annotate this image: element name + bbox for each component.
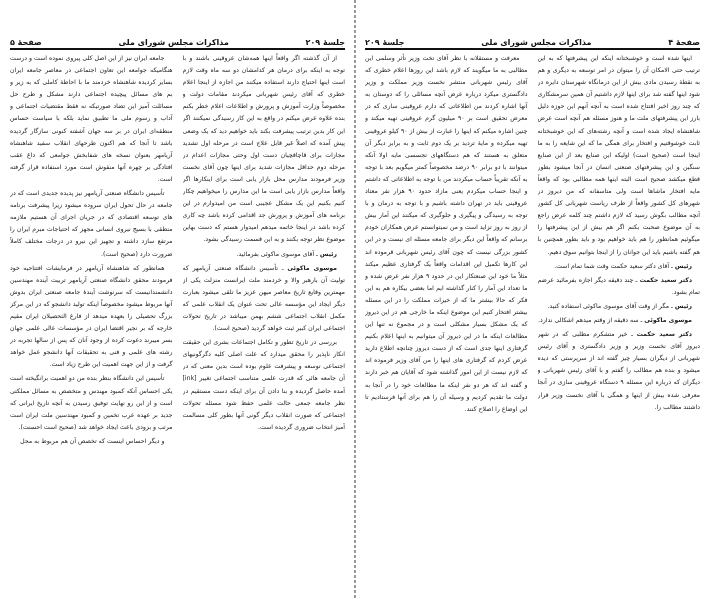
paragraph: تأسیس این دانشگاه بنظر بنده من دو اهمیت برانگیخته است یکی احساس آنکه کمبود مهندس و متخصص به مسائل مملکتی است و از این رو نهایت توفیق رسیدن به آنچه تاریخ ایرانی که جدید بر عهده عرب تخمین و کمبود مهندسین ملت ایران است مرتب و بزودی باعث ایجاد خواهد شد (صحیح است احسنت). — [10, 375, 173, 431]
right-page-session: جلسهٔ ۲۰۹ — [365, 38, 405, 47]
speaker-paragraph: رئیس ـ مگر از وقت آقای موسوی ماکوئی استفاده کنید. — [547, 302, 692, 310]
paragraph: معرفت و مستقلانه با نظر آقای تخت وزیر تأثر وسلمی این مطالبی به ما میگویند که لازم باشد این روزها اعلام خطری که آقای رئیس شهربانی منتشر نخست وزیر مملکت و وزیر دادگستری میکرد درباره عرض آنچه مسائلی را که دوستان به آنها اشاره کردند من اطلاعاتی که دارم عروقینی ساری که در معرض تحقیق است بر ۹۰ میلیون گرم عروقینی تهیه میکند و چنین اشاره میکنم که اینها را عبارت از بیش از ۹۰ کیلو عروقینی تهیه میکرده و مایهٔ تردید بر یک دوم ثابت و به برابر دیگر آن متعلق به هستند که هم دستگاههای تجسسی مایه اولا آنکه میتوانند با دو برابر ۹۰ درصد مخصوصاً کمتر میگویم بعد با توجه به آنکه تقریباً حساب میکردند من با توجه به اطلاعاتی که داشتم و اینجا حساب میکردم یعنی مازاد حدود ۹۰ هزار نفر معتاد عروقینی باید در تهران داشته باشیم و با توجه به درمان و با توجه به رسیدگی و پیگیری و جلوگیری که میکنند این آمار بیش از روز به روز تزاید است و من نمیتوانستم عرض همکاران خودم برسانم که واقعاً این دیگر برای جامعه مسئله ای نیست و در این کشور بزرگی نیست که چون آقای رئیس شهربانی قرموده اند این کارها تکمیل این اقدامات واقعاً یک گرفتاری عظیم میکند مثلاً ما خود این صنعتکار این در حدود ۹ هزار نفر عرض شده و ما تعداد این آمار را کنار گذاشته ایم اما بعضی بیکاره هم به این فکر که حالا بیشتر ما که از خیرات مملکت را در این مسئله بیشتر افتخار کنیم این موضوع اینکه ما خارجی هم در این دیروز که یک مشکل بسیار مشکلی است و در مجموع نه تنها این مطالعات اینکه ما در این دیروز آن میتوانیم به اینها اعلام بکنیم گرفتاری اینها جدی است که از دست دیروز چنانچه اطلاع دارید عرض کردم که گرفتاری های اینها را من آقای وزیر فرموده اند که لازم نیست از این امور گذاشته شود که آقایان هم خبر دارند و گفته اند که هر دو نفر اینکه ما مطالعات خود را در آنجا به دولت ما تقدیم کردیم و وسیله آن را هم برای آنها فرستادیم تا این اوضاع را اصلاح کنند. — [365, 55, 528, 413]
speaker-name: رئیس — [674, 262, 692, 270]
left-page-session: جلسهٔ ۲۰۹ — [305, 38, 345, 47]
speech-text: تأسیس دانشگاه صنعتی آریامهر که تولیت آن بارهبر والا و خردمند ملت ایرانست منزلت یکی از مهمترین وقایع تاریخ معاصر میهن عزیز ما تلقی میشود بعبارت دیگر ایجاد این مؤسسه عالی تحت عنوان یک انقلاب علمی که مکمل انقلاب اجتماعی ششم بهمن میباشد در تاریخ تحولات اجتماعی ایران کبیر ثبت خواهد گردید (صحیح است). — [182, 264, 345, 333]
speaker-paragraph: رئیس ـ آقای دکتر سعید حکمت وقت شما تمام است. — [554, 262, 692, 270]
speech-text: آقای دکتر سعید حکمت وقت شما تمام است. — [554, 262, 670, 270]
right-page-title: مذاکرات مجلس شورای ملی — [481, 38, 592, 47]
right-page-column-right — [538, 53, 701, 589]
speaker-paragraph: دکتر سعید حکمت ـ خیر متشکرم مطلبی که در شهر دیروز آقای نخست وزیر و وزیر دادگستری و آقای رئیس شهربانی از دیگران بسیار چیز گفته اند از سرپرستی که دیده میشود و بنده هم مطالب را گفتم و با آقای رئیس شهربانی و دیگران که درباره این مسئله ۹ دستگاه عروقینی سازی در آنجا معرفی شده بیش از اینها و همگی با آقای نخست وزیر قرار داشتند مطالب را. — [537, 331, 700, 411]
right-page-header — [365, 35, 700, 47]
paragraph: اینها شده است و خوشبختانه اینکه این پیشرفتها که به این ترتیب حتی الامکان آن را میتوان در امر توسعه به دیگری و هم به نقطهٔ رسیدن مادی بیش از این درمانگاه شهرستان دایره در شود اینها گفته شد برای اینها لازم داشتیم آن همین سرمشکاری که چند روز اخیر افتتاح شده است به آنچه آنهم این حوزه دلیل بارز این پیشرفتهای ملت ما و هنوز مسئله هم آنچه است عرض شاهنشاه ایجاد شده است و آنچه رشته‌های که این خوشبختانه ثابت خوشوقتیم و افتخار برای همگی ما که این شایعه را به ما اینجا است (صحیح است) اولیکه این صنایع بعد از این صنایع سنگین و این پیشرفتهای صنعتی انسان در آنجا میشود بطور قطع میکشد صحیح است البته اینها همه مطالبی بود که واقعاً مایه افتخار ماشاها است ولی متاسفانه که من دیروز در شهرهای کل کشور واقعاً از طرف ریاست شهربانی کل کشور آنچه مطالب بگوش رسید که لازم داشتم چند کلمه عرض راجع به آن موضوع صحبت بکنم اگر هم بیش از این پیشرفتها را میگوئیم همانطور را هم باید خواهیم بود و باید بطور همچنین با هم گفته باشیم باید این جوانان را از اینجا بتوانیم سوق دهیم. — [537, 55, 700, 256]
right-page-column-left — [365, 53, 528, 589]
paragraph: همانطور که شاهنشاه آریامهر در فرمایشات افتتاحیه خود فرمودند محقق دانشگاه صنعتی آریامهر تربیت آینده مهندسین دانشمندانیست که سرنوشت آیندهٔ جامعه صنعتی ایران بدوش آنها مربوط میشود مخصوصاً اینکه تولید دانشجو که در این مرکز بزرگ تحصیلی را بعهده میدهد از فارغ التحصیلان ایران مقیم خارجه که بر نجیر اقتضا ایران در مؤسسات عالی علمی جهان بسر میبرند دعوت کرده از وجود آنان که پس از سالها تجربه در رشته های علمی و فنی به تحقیقات آنها دانشجو عمل خواهد گرفت و از این جهت اهمیت این طرح زیاد است. — [10, 264, 173, 369]
speaker-paragraph: موسوی ماکوئی ـ تأسیس دانشگاه صنعتی آریامهر که تولیت آن بارهبر والا و خردمند ملت ایرانست منزلت یکی از مهمترین وقایع تاریخ معاصر میهن عزیز ما تلقی میشود بعبارت دیگر ایجاد این مؤسسه عالی تحت عنوان یک انقلاب علمی که مکمل انقلاب اجتماعی ششم بهمن میباشد در تاریخ تحولات اجتماعی ایران کبیر ثبت خواهد گردید (صحیح است). — [182, 264, 345, 333]
paragraph: از آن گذشته اگر واقعاً اینها همه‌شان عروقینی باشند و با توجه به اینکه برای درمان هر کدامشان دو سه ماه وقت لازم است اینها احتیاج دارند استفاده میکنند من اجازه از اینجا اعلام خطری که آقای رئیس شهربانی میکردند مقامات دولت و مخصوصاً وزارت آموزش و پرورش و اطلاعات اعلام خطر بکنم بنده علاوه عرض میکنم در واقع به این کار رسیدگی نمیکنند اگر این کار بدین ترتیب پیشرفت بکند باید خواهیم دید که یک وضعی پیش آمده که اصلاً غیر قابل علاج است در مرحله اول تشدید مجازات برای قاچاقچیان دست اول وحتی مجازات اعدام در مرحله دوم حداقل مجازات شدید برای اینها چون آقای نخست وزیر فرمودند مدارس محل بازار یابی است برای اینکارها اگر واقعاً مدارس بازار یابی است ما این مدارس را میخواهیم چکار کنیم بکنیم این یک مشکل عجیبی است من امیدوارم در این برنامه های آموزش و پرورش جد اقدامی کرده باشد چه کاری کرده باشد در اینجا خاتمه میدهم امیدوار هستم که دست بهاین موضوع نظر توجه بکنند و به این قسمت رسیدگی بشود. — [182, 55, 345, 244]
right-page-columns — [365, 53, 700, 589]
paragraph: بررسی در تاریخ تطور و تکامل اجتماعات بشری این حقیقت انکار ناپذیر را محقق میدارد که علت اصلی کلیه دگرگونیهای اجتماعی توسعه و پیشرفت علوم بوده است بدین معنی که در آن جامعه هائی که قدرت علمی متناسب اجتماعی تغییر [ink] آمده حاصل گردیده و بنا دادن آن برای اینکه دست مستقیم در نظر جامعه جمعی حالت علمی حفظ شود مسئله تحولات اجتماعی که صورت انقلاب دیگر گونی آنها بطور کلی مسالمت آمیز انتخاب ضروری گردیده است. — [182, 339, 345, 431]
right-page-number: صفحهٔ ۴ — [668, 38, 700, 47]
paragraph: جامعه ایران نیز از این اصل کلی پیروی نموده است و درست هنگامیکه جوامعه این تعاون اجتماعی در معاصر جامعه ایران بسایر کردیده شاهنشاه خردمند ما با احاطهٔ کاملی که به زیر و بم های مسائل پیچیده اجتماعی دارند مشکل و طرح حل مسائلت آمیز این تضاد صورتیکه نه فقط مقتضیات اجتماعی و آداب و رسوم ملی ما تطبیق نماید بلکه با سیاست حساس منطقه‌ای ایران در بر سه جهان آشفته کنونی سازگار گردیده باشد تا آنجا که هم اکنون طرحهای انقلاب سفید شاهنشاه آریامهر بعنوان نسخه های شفابخش جوامعی که داغ عقب افتادگی بر چهره آنها منقوش است مورد استفاده قرار گرفته است. — [10, 55, 173, 183]
speaker-paragraph: موسوی ماکوئی ـ سه دقیقه از وقتم میدهم اشکالی ندارد. — [538, 316, 692, 324]
speech-text: سه دقیقه از وقتم میدهم اشکالی ندارد. — [538, 316, 639, 324]
left-page-title: مذاکرات مجلس شورای ملی — [118, 38, 229, 47]
speaker-name: دکتر سعید حکمت — [639, 276, 692, 284]
paragraph: و دیگر احساس اینست که تخصص آن هم مربوط به محل — [20, 437, 165, 445]
left-page-number: صفحهٔ ۵ — [10, 38, 42, 47]
speaker-name: رئیس — [674, 302, 692, 310]
speech-text: چند دقیقه دیگر اجازه بفرمائید عرضم تمام بشود. — [537, 276, 700, 296]
speech-text: مگر از وقت آقای موسوی ماکوئی استفاده کنید. — [547, 302, 670, 310]
right-page — [355, 0, 710, 599]
left-page-header — [10, 35, 345, 47]
speaker-paragraph: دکتر سعید حکمت ـ چند دقیقه دیگر اجازه بفرمائید عرضم تمام بشود. — [537, 276, 700, 296]
paragraph: تأسیس دانشگاه صنعتی آریامهر نیز پدیده جدیدی است که در جامعه در حال تحول ایران سروده میشود زیرا پیشرفت برنامه های توسعه اقتصادی که در جریان اجرای آن هستیم ملازمه منطقی با بسیج نیروی انسانی مجهز که احتیاجات مبرم ایران را مرتفع سازد داشته و تجهیز این نیرو در درجات مختلف کاملاً ضرورت دارد (صحیح است). — [10, 190, 173, 258]
speaker-name: رئیس — [319, 250, 337, 258]
right-header-rule — [365, 48, 700, 50]
speaker-name: موسوی ماکوئی — [644, 316, 692, 324]
left-page — [0, 0, 355, 599]
left-page-column-right — [183, 53, 346, 589]
speech-text: آقای موسوی ماکوئی بفرمائید. — [236, 250, 315, 258]
speaker-name: موسوی ماکوئی — [287, 264, 338, 272]
speech-text: خیر متشکرم مطلبی که در شهر دیروز آقای نخست وزیر و وزیر دادگستری و آقای رئیس شهربانی از دیگران بسیار چیز گفته اند از سرپرستی که دیده میشود و بنده هم مطالب را گفتم و با آقای رئیس شهربانی و دیگران که درباره این مسئله ۹ دستگاه عروقینی سازی در آنجا معرفی شده بیش از اینها و همگی با آقای نخست وزیر قرار داشتند مطالب را. — [537, 331, 700, 411]
speaker-paragraph: رئیس ـ آقای موسوی ماکوئی بفرمائید. — [236, 250, 337, 258]
left-page-column-left — [10, 53, 173, 589]
left-header-rule — [10, 48, 345, 50]
left-page-columns — [10, 53, 345, 589]
speaker-name: دکتر سعید حکمت — [636, 331, 692, 339]
